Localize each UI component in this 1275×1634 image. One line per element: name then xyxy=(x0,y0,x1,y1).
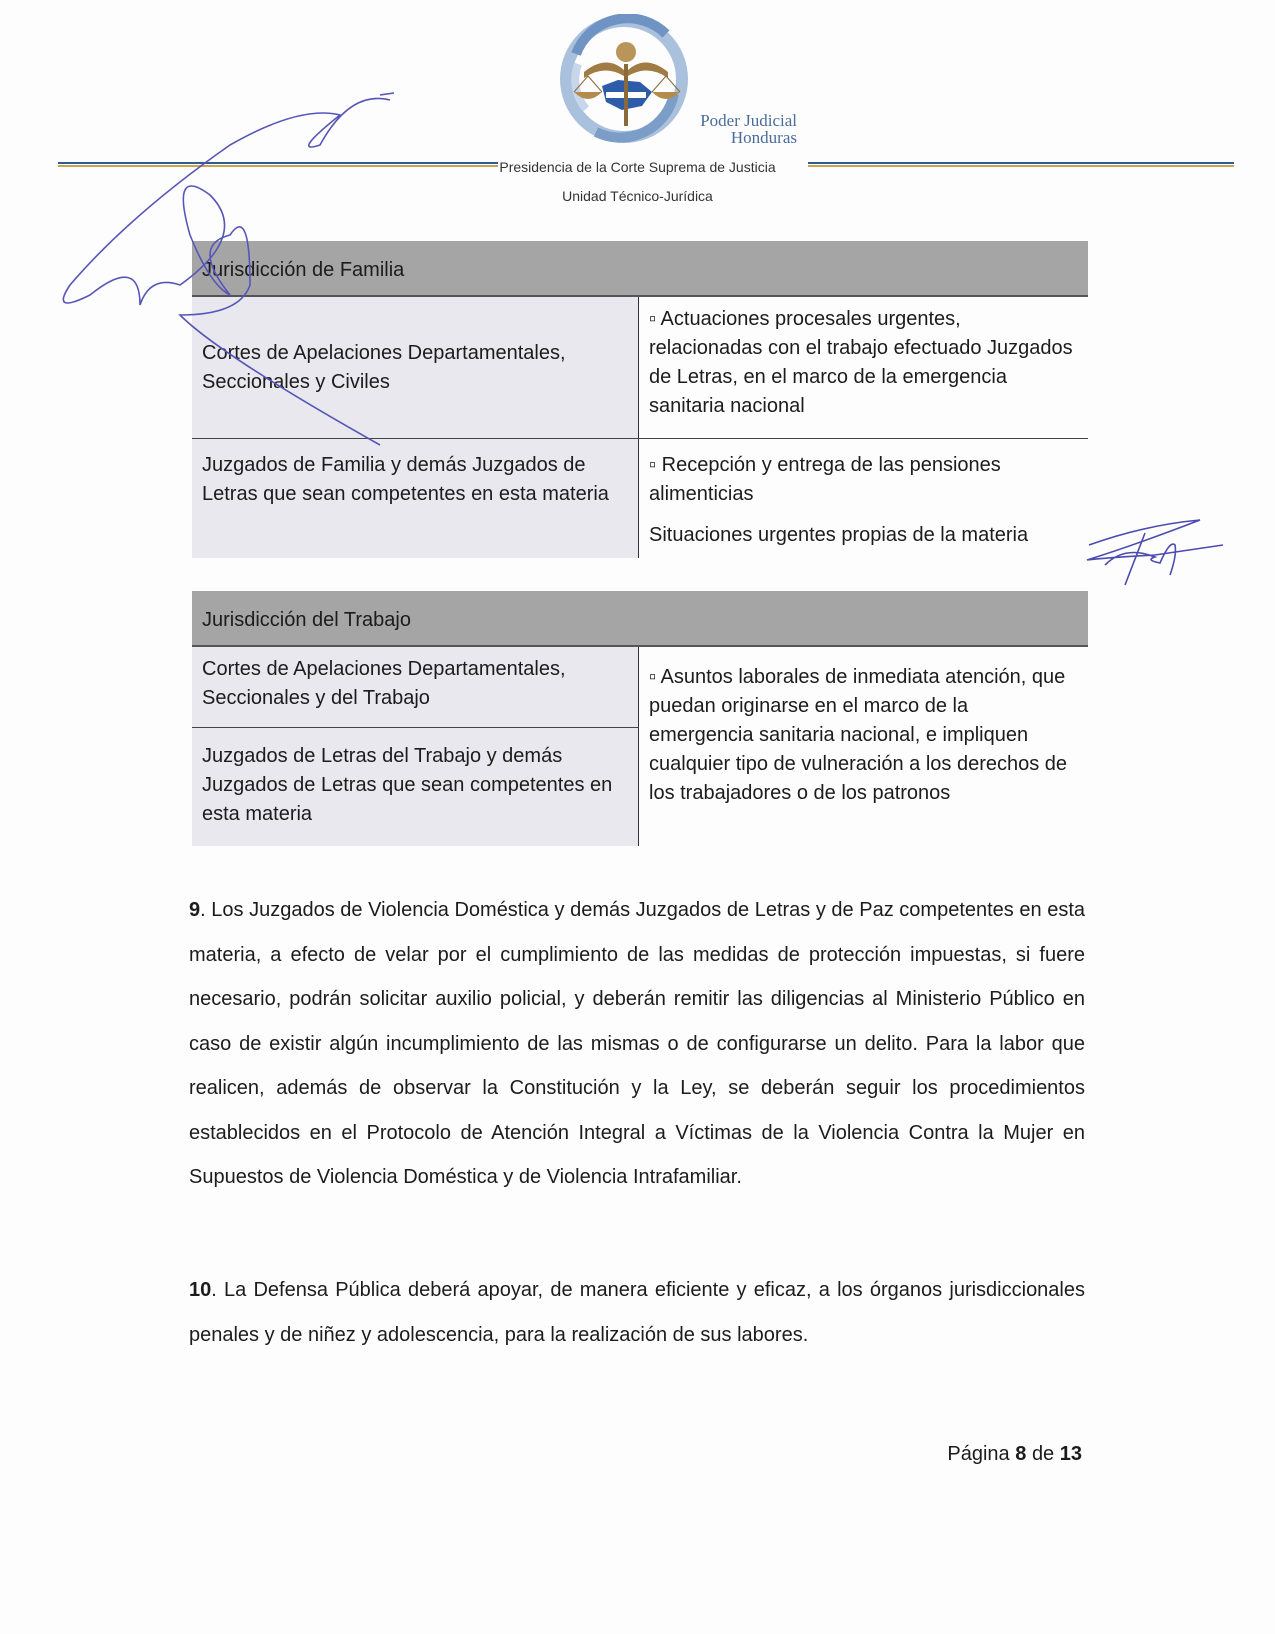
court-cell: Juzgados de Familia y demás Juzgados de Letras que sean competentes en esta materia xyxy=(192,439,639,559)
table-row xyxy=(192,646,1088,728)
paragraph-10 xyxy=(189,1268,1085,1357)
brand-line-1: Poder Judicial xyxy=(700,111,797,130)
paragraph-number: 9 xyxy=(189,899,201,921)
brand-name xyxy=(682,112,797,146)
jurisdiction-table-trabajo xyxy=(192,591,1088,846)
brand-line-2: Honduras xyxy=(730,128,797,147)
paragraph-text: . La Defensa Pública deberá apoyar, de manera eficiente y eficaz, a los órganos jurisdiccionales penales y de niñez y adolescencia, para la realización de sus labores. xyxy=(189,1279,1085,1346)
table-header-row xyxy=(192,241,1088,296)
paragraph-number: 10 xyxy=(189,1279,212,1301)
header-unit: Unidad Técnico-Jurídica xyxy=(562,188,713,204)
header-institution: Presidencia de la Corte Suprema de Justicia xyxy=(499,159,776,175)
jurisdiction-table-familia xyxy=(192,241,1088,558)
court-cell: Juzgados de Letras del Trabajo y demás Juzgados de Letras que sean competentes en esta materia xyxy=(192,728,639,847)
action-cell xyxy=(639,439,1089,559)
page-current: 8 xyxy=(1015,1443,1027,1465)
table-title: Jurisdicción de Familia xyxy=(192,241,1088,296)
paragraph-9 xyxy=(189,888,1085,1200)
court-cell: Cortes de Apelaciones Departamentales, Seccionales y Civiles xyxy=(192,296,639,439)
action-cell: ▫ Actuaciones procesales urgentes, relacionadas con el trabajo efectuado Juzgados de Letras, en el marco de la emergencia sanitaria nacional xyxy=(639,296,1089,439)
page-total: 13 xyxy=(1059,1443,1082,1465)
table-header-row xyxy=(192,591,1088,646)
table-title: Jurisdicción del Trabajo xyxy=(192,591,1088,646)
table-row xyxy=(192,296,1088,439)
court-cell: Cortes de Apelaciones Departamentales, Seccionales y del Trabajo xyxy=(192,646,639,728)
page-of-label: de xyxy=(1031,1443,1055,1465)
page-number xyxy=(800,1443,1082,1466)
action-cell: ▫ Asuntos laborales de inmediata atención, que puedan originarse en el marco de la emergencia sanitaria nacional, e impliquen cualquier tipo de vulneración a los derechos de los trabajadores o de los patronos xyxy=(649,666,1068,804)
page-label: Página xyxy=(947,1443,1010,1465)
signature-right-icon xyxy=(1085,515,1230,595)
paragraph-text: . Los Juzgados de Violencia Doméstica y demás Juzgados de Letras y de Paz competentes en esta materia, a efecto de velar por el cumplimiento de las medidas de protección impuestas, si fuere necesario, podrán solicitar auxilio policial, y deberán remitir las diligencias al Ministerio Público en caso de existir algún incumplimiento de las mismas o de configurarse un delito. Para la labor que realicen, además de observar la Constitución y la Ley, se deberán seguir los procedimientos establecidos en el Protocolo de Atención Integral a Víctimas de la Violencia Contra la Mujer en Supuestos de Violencia Doméstica y de Violencia Intrafamiliar. xyxy=(189,899,1085,1188)
table-row xyxy=(192,439,1088,559)
action-item: Situaciones urgentes propias de la materia xyxy=(649,524,1029,546)
action-item: ▫ Recepción y entrega de las pensiones alimenticias xyxy=(649,454,1001,505)
